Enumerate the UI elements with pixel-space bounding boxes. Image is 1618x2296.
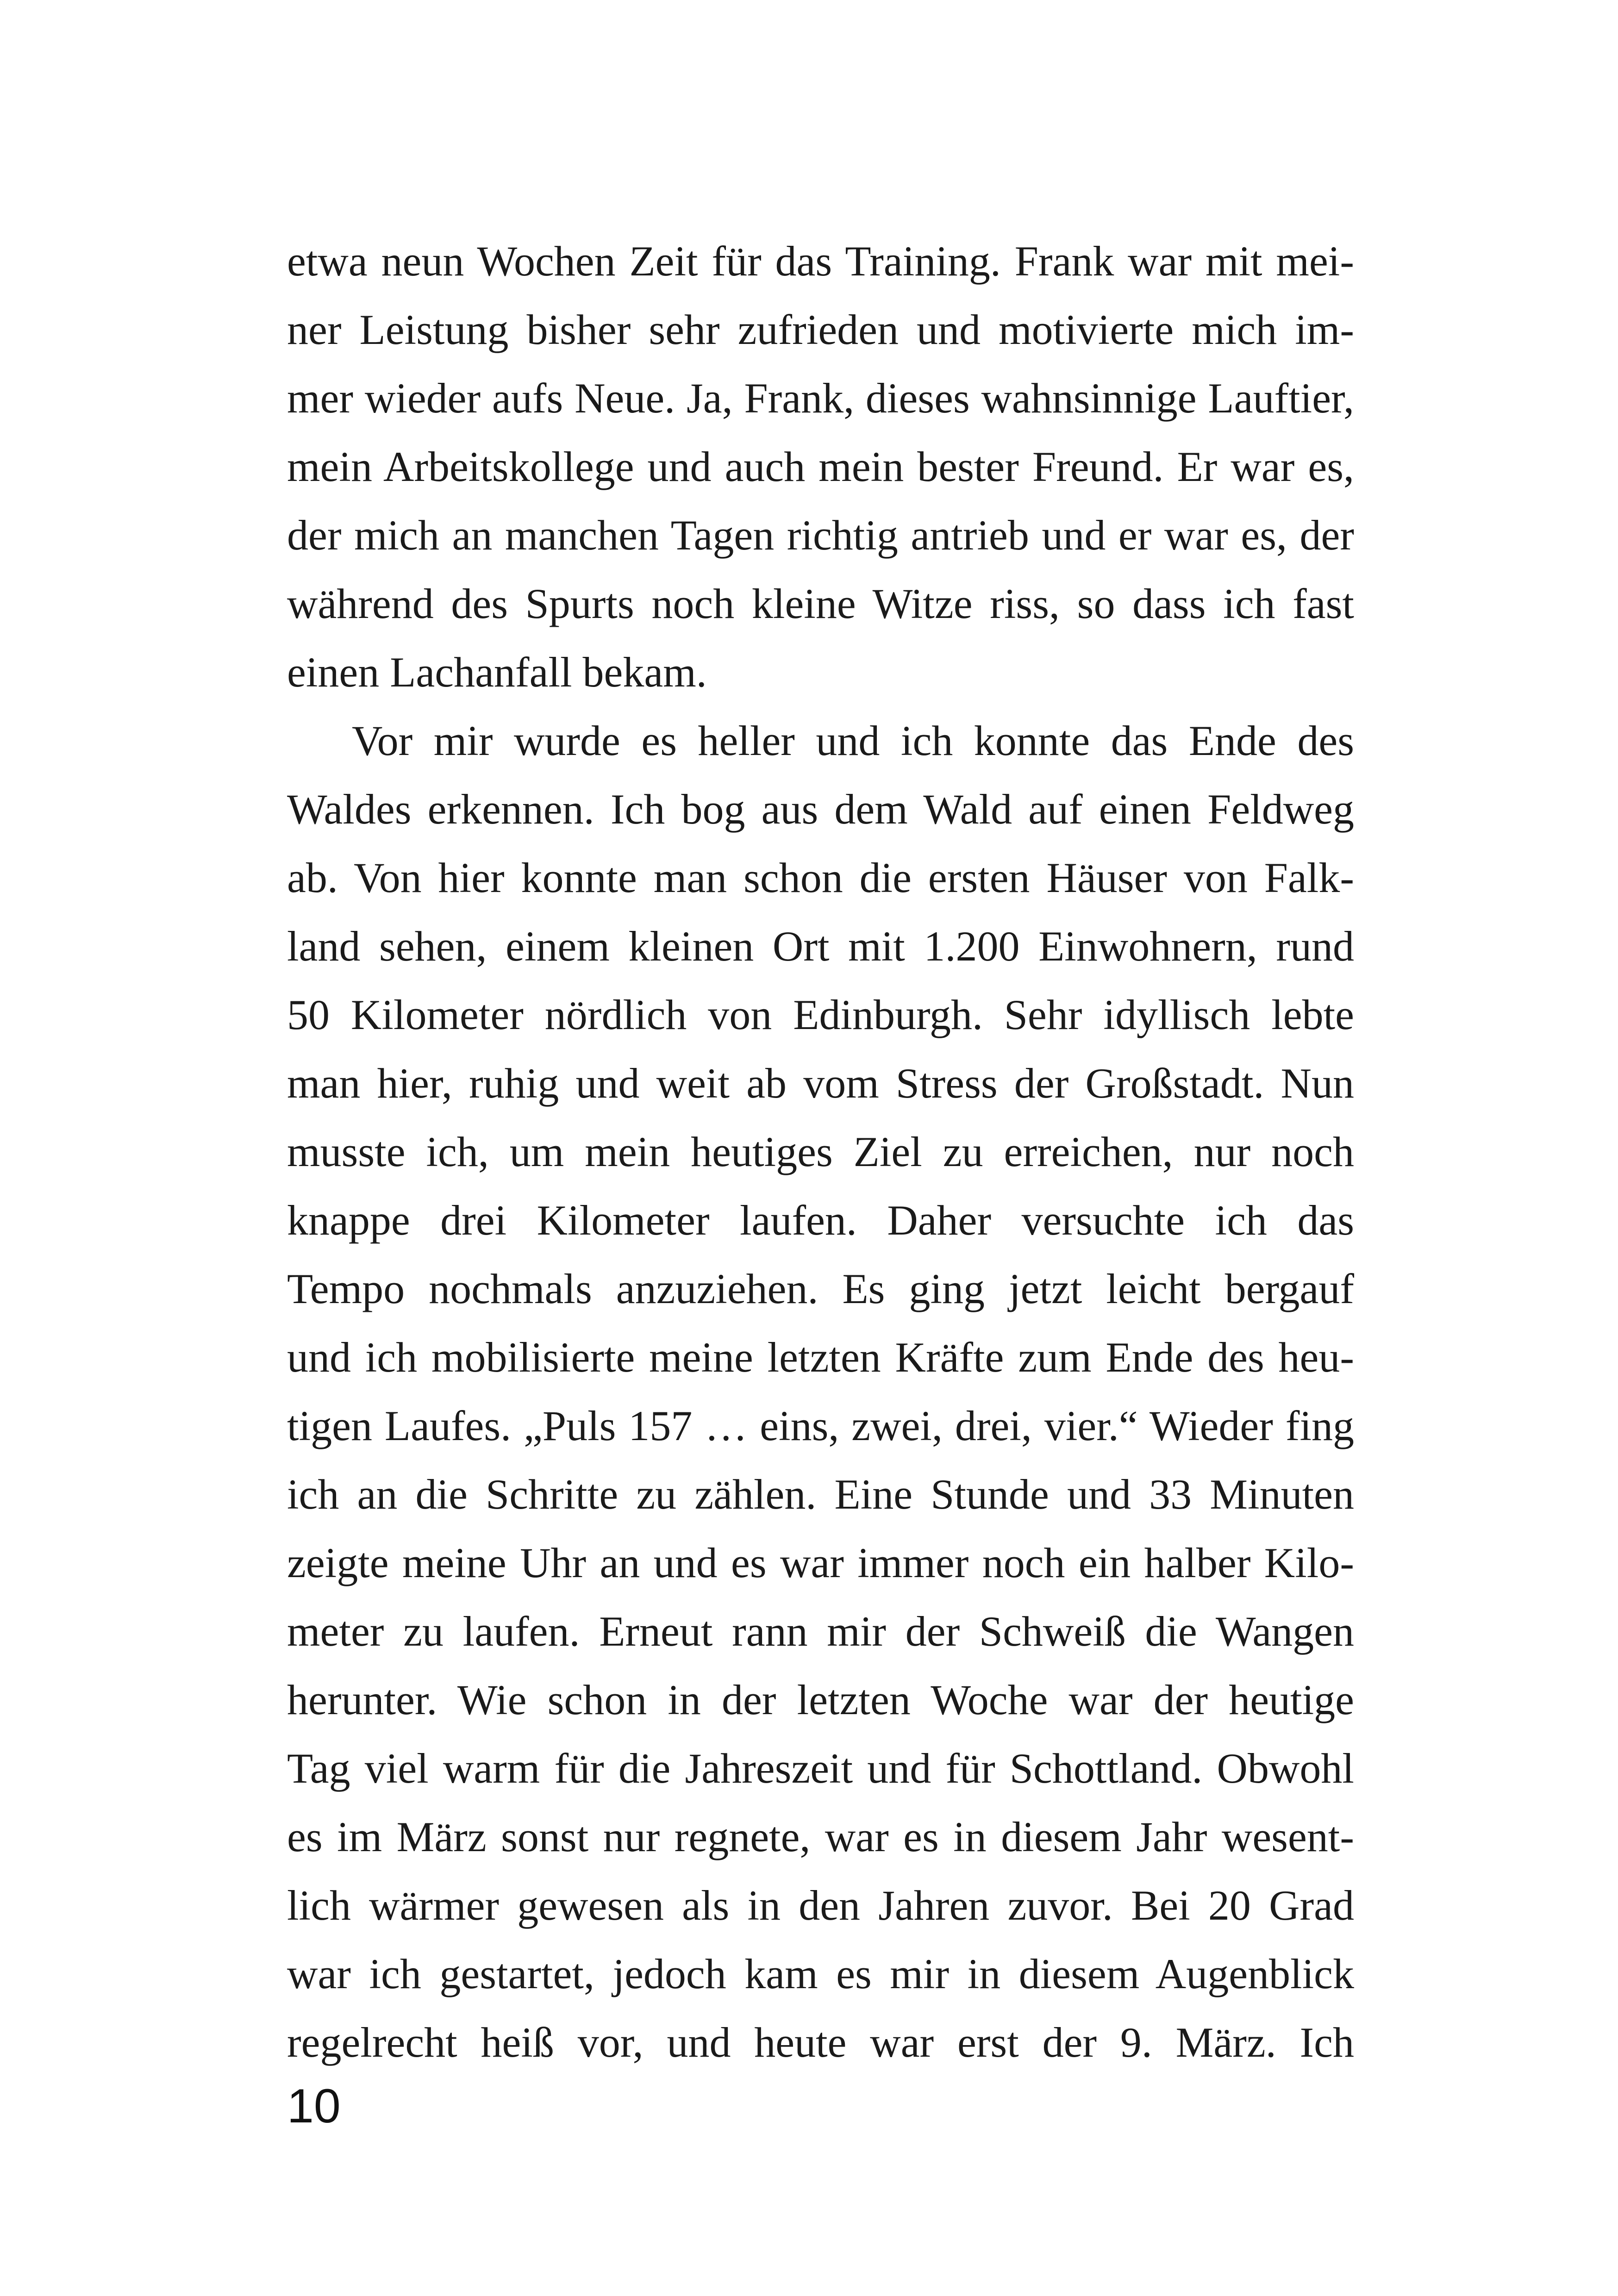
text-line: ich an die Schritte zu zählen. Eine Stunde und 33 Minuten [287,1471,1354,1518]
page-number: 10 [287,2079,341,2133]
text-line: es im März sonst nur regnete, war es in diesem Jahr wesent- [287,1813,1354,1860]
text-line: einen Lachanfall bekam. [287,649,707,696]
text-line: etwa neun Wochen Zeit für das Training. Frank war mit mei- [287,237,1354,285]
text-line: knappe drei Kilometer laufen. Daher versuchte ich das [287,1197,1354,1244]
text-line: Vor mir wurde es heller und ich konnte das Ende des [352,717,1354,764]
text-line: Tempo nochmals anzuziehen. Es ging jetzt leicht bergauf [287,1265,1354,1312]
text-line: tigen Laufes. „Puls 157 … eins, zwei, drei, vier.“ Wieder fing [287,1402,1354,1449]
text-line: herunter. Wie schon in der letzten Woche war der heutige [287,1676,1354,1723]
text-line: man hier, ruhig und weit ab vom Stress der Großstadt. Nun [287,1060,1354,1107]
text-line: meter zu laufen. Erneut rann mir der Schweiß die Wangen [287,1608,1354,1655]
text-line: während des Spurts noch kleine Witze riss, so dass ich fast [287,580,1354,627]
text-line: land sehen, einem kleinen Ort mit 1.200 Einwohnern, rund [287,923,1354,970]
body-text [287,227,1354,2077]
text-line: lich wärmer gewesen als in den Jahren zuvor. Bei 20 Grad [287,1882,1354,1929]
text-line: mein Arbeitskollege und auch mein bester Freund. Er war es, [287,443,1354,490]
text-line: 50 Kilometer nördlich von Edinburgh. Sehr idyllisch lebte [287,991,1354,1038]
text-line: ab. Von hier konnte man schon die ersten Häuser von Falk- [287,854,1354,901]
text-line: und ich mobilisierte meine letzten Kräfte zum Ende des heu- [287,1334,1354,1381]
text-line: Tag viel warm für die Jahreszeit und für Schottland. Obwohl [287,1745,1354,1792]
text-line: der mich an manchen Tagen richtig antrieb und er war es, der [287,512,1354,559]
text-line: regelrecht heiß vor, und heute war erst der 9. März. Ich [287,2019,1354,2066]
text-line: ner Leistung bisher sehr zufrieden und motivierte mich im- [287,306,1354,353]
text-line: musste ich, um mein heutiges Ziel zu erreichen, nur noch [287,1128,1354,1175]
text-line: Waldes erkennen. Ich bog aus dem Wald auf einen Feldweg [287,786,1354,833]
text-line: war ich gestartet, jedoch kam es mir in diesem Augenblick [287,1950,1354,1997]
text-line: mer wieder aufs Neue. Ja, Frank, dieses wahnsinnige Lauftier, [287,374,1354,422]
text-line: zeigte meine Uhr an und es war immer noch ein halber Kilo- [287,1539,1354,1586]
